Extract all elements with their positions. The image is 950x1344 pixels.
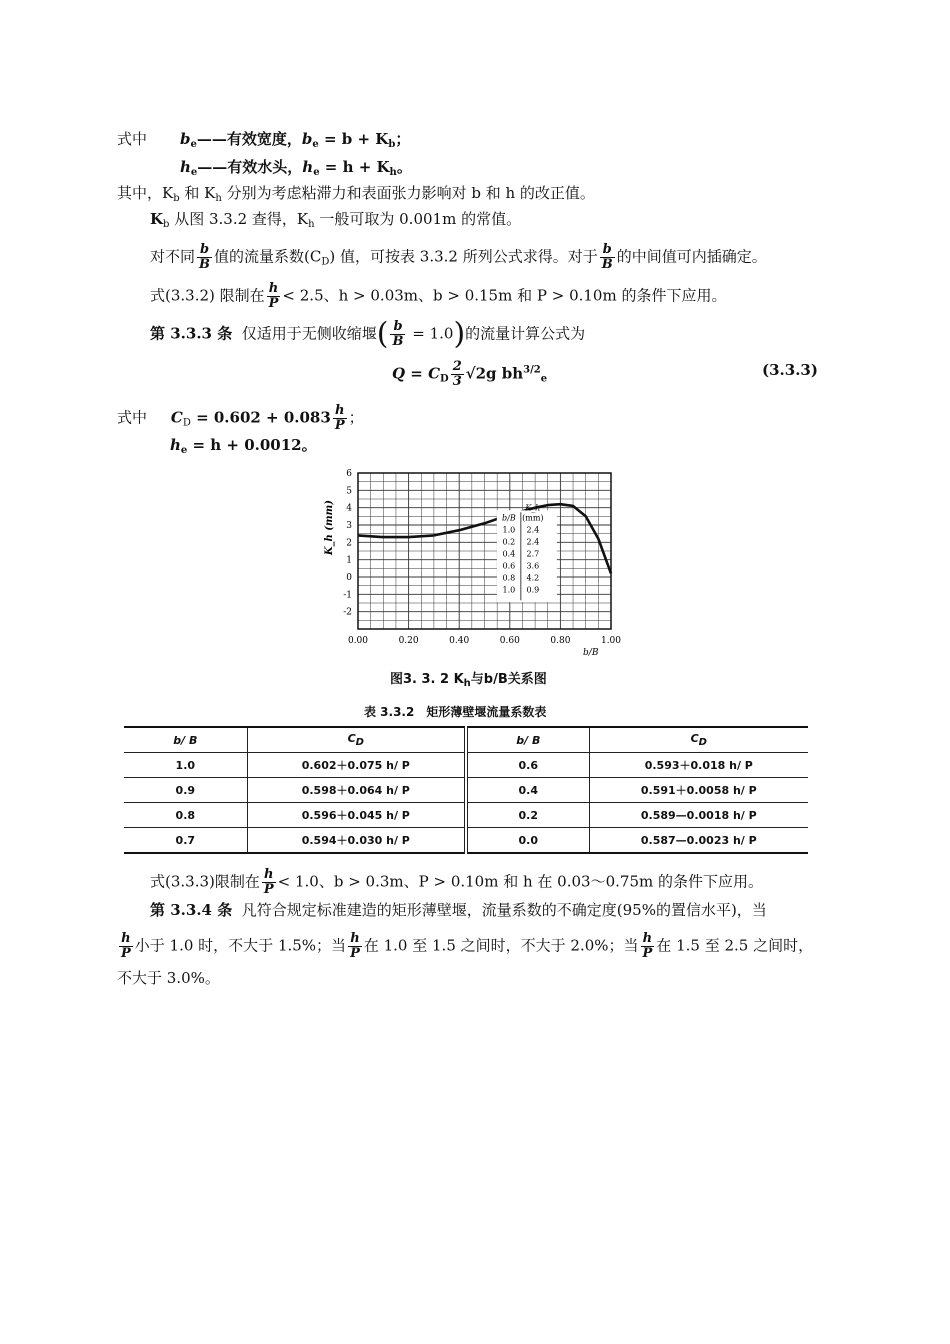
inset-row-col1: 0.4 [502, 549, 516, 559]
y-tick-label: 3 [346, 521, 352, 531]
table-cell: 0.0 [466, 828, 589, 854]
col-header-bB-2: b/ B [466, 727, 589, 753]
inset-row-col1: 1.0 [502, 585, 516, 595]
kb-source-text: $K_b$ 从图 3.3.2 查得，$K_h$ 一般可取为 0.001m 的常值。 [150, 210, 522, 230]
table-cell: 0.9 [124, 778, 247, 803]
table-cell: 0.8 [124, 803, 247, 828]
inset-row-col1: 0.2 [502, 537, 516, 547]
fraction-h-over-P-2: $\frac{h}{P}$ [334, 403, 345, 433]
x-tick-label: 0.80 [550, 636, 571, 646]
fraction-b-over-B-2: $\frac{b}{B}$ [601, 242, 613, 272]
shizhong-label-1: 式中 [117, 130, 148, 148]
inset-row-col1: 0.6 [502, 561, 516, 571]
fraction-two-thirds: $\frac{2}{3}$ [452, 359, 462, 389]
y-tick-label: 6 [346, 469, 352, 479]
article-333: 第 3.3.3 条 仅适用于无侧收缩堰( $\frac{b}{B}$ = 1.0)的流量计算公式为 [150, 316, 586, 352]
x-tick-label: 0.60 [499, 636, 520, 646]
figure-caption: 图3. 3. 2 $K_h$与b/B关系图 [390, 672, 547, 689]
table-row [124, 828, 808, 854]
inset-header-unit: (mm) [522, 513, 544, 523]
y-tick-label: 0 [346, 573, 352, 583]
kb-kh-explanation: 其中，$K_b$ 和 $K_h$ 分别为考虑粘滞力和表面张力影响对 b 和 h 的改正值。 [117, 184, 595, 204]
table-row [124, 753, 808, 778]
inset-row-col1: 1.0 [502, 525, 516, 535]
x-tick-label: 0.00 [347, 636, 369, 646]
inset-header-kh: K_h [525, 503, 541, 513]
limits-332: 式(3.3.2) 限制在 $\frac{h}{P}$ < 2.5、h > 0.03m、b > 0.15m 和 P > 0.10m 的条件下应用。 [150, 281, 727, 311]
table-cell: 0.4 [466, 778, 589, 803]
kh-vs-bB-chart [320, 465, 630, 661]
col-header-bB-1: b/ B [124, 727, 247, 753]
uncertainty-end: 不大于 3.0%。 [117, 969, 220, 987]
flow-coefficient-table [124, 726, 808, 854]
he-formula: $h_e = h + 0.0012$。 [170, 436, 317, 456]
table-cell: 0.587—0.0023 h/ P [589, 828, 808, 854]
x-tick-label: 0.20 [398, 636, 419, 646]
article-334: 第 3.3.4 条 凡符合规定标准建造的矩形薄壁堰，流量系数的不确定度(95%的置信水平)，当 [150, 901, 767, 919]
y-tick-label: 1 [346, 555, 352, 566]
table-cell: 0.7 [124, 828, 247, 854]
y-axis-label: K_h (mm) [324, 500, 335, 556]
fraction-b-over-B-3: $\frac{b}{B}$ [392, 319, 404, 349]
table-cell: 1.0 [124, 753, 247, 778]
inset-row-col2: 0.9 [526, 585, 540, 595]
x-axis-label: b/B [583, 648, 599, 658]
x-tick-label: 0.40 [449, 636, 470, 646]
y-tick-label: 5 [346, 486, 352, 497]
cd-paragraph: 对不同 $\frac{b}{B}$ 值的流量系数$(C_D)$ 值，可按表 3.3.2 所列公式求得。对于 $\frac{b}{B}$ 的中间值可内插确定。 [150, 242, 767, 272]
y-tick-label: -1 [343, 590, 352, 601]
fraction-h-over-P-6: $\frac{h}{P}$ [642, 931, 653, 961]
y-tick-label: -2 [343, 607, 352, 618]
fraction-h-over-P-4: $\frac{h}{P}$ [121, 931, 131, 961]
cd-formula: 式中 $C_D = 0.602 + 0.083$ $\frac{h}{P}$ ； [117, 403, 364, 433]
table-caption: 表 3.3.2 矩形薄壁堰流量系数表 [364, 705, 547, 719]
limits-333: 式(3.3.3)限制在 $\frac{h}{P}$ < 1.0、b > 0.3m、P > 0.10m 和 h 在 0.03～0.75m 的条件下应用。 [150, 867, 763, 897]
inset-row-col1: 0.8 [502, 573, 516, 583]
be-definition: $b_e——$有效宽度，$b_e = b + K_b$； [180, 130, 411, 150]
equation-number: (3.3.3) [762, 361, 818, 379]
y-tick-label: 2 [346, 538, 352, 549]
table-row [124, 778, 808, 803]
inset-row-col2: 3.6 [526, 561, 540, 571]
inset-row-col2: 2.7 [526, 549, 540, 559]
table-cell: 0.602＋0.075 h/ P [247, 753, 466, 778]
x-tick-label: 1.00 [600, 636, 622, 646]
table-cell: 0.2 [466, 803, 589, 828]
table-cell: 0.593＋0.018 h/ P [589, 753, 808, 778]
table-row [124, 803, 808, 828]
inset-header-bB: b/B [502, 513, 516, 523]
fraction-b-over-B: $\frac{b}{B}$ [199, 242, 211, 272]
y-tick-label: 4 [346, 503, 352, 514]
fraction-h-over-P: $\frac{h}{P}$ [268, 281, 279, 311]
inset-row-col2: 2.4 [526, 525, 540, 535]
table-cell: 0.6 [466, 753, 589, 778]
table-cell: 0.589—0.0018 h/ P [589, 803, 808, 828]
table-cell: 0.596＋0.045 h/ P [247, 803, 466, 828]
fraction-h-over-P-5: $\frac{h}{P}$ [350, 931, 360, 961]
table-cell: 0.598＋0.064 h/ P [247, 778, 466, 803]
equation-333: $Q = C_D$ $\frac{2}{3}$ √2g $bh^{3/2}_e$ [392, 359, 548, 389]
table-cell: 0.594＋0.030 h/ P [247, 828, 466, 854]
fraction-h-over-P-3: $\frac{h}{P}$ [263, 867, 274, 897]
table-cell: 0.591＋0.0058 h/ P [589, 778, 808, 803]
inset-row-col2: 4.2 [526, 573, 540, 583]
uncertainty-text: $\frac{h}{P}$ 小于 1.0 时，不大于 1.5%；当 $\frac{h}{P}$ 在 1.0 至 1.5 之间时，不大于 2.0%；当 $\frac{h}{P}$ 在 1.5 至 2.5 之间时， [121, 931, 814, 961]
he-definition: $h_e——$有效水头，$h_e = h + K_h$。 [180, 158, 412, 178]
inset-row-col2: 2.4 [526, 537, 540, 547]
col-header-cd-1: CD [247, 727, 466, 753]
col-header-cd-2: CD [589, 727, 808, 753]
